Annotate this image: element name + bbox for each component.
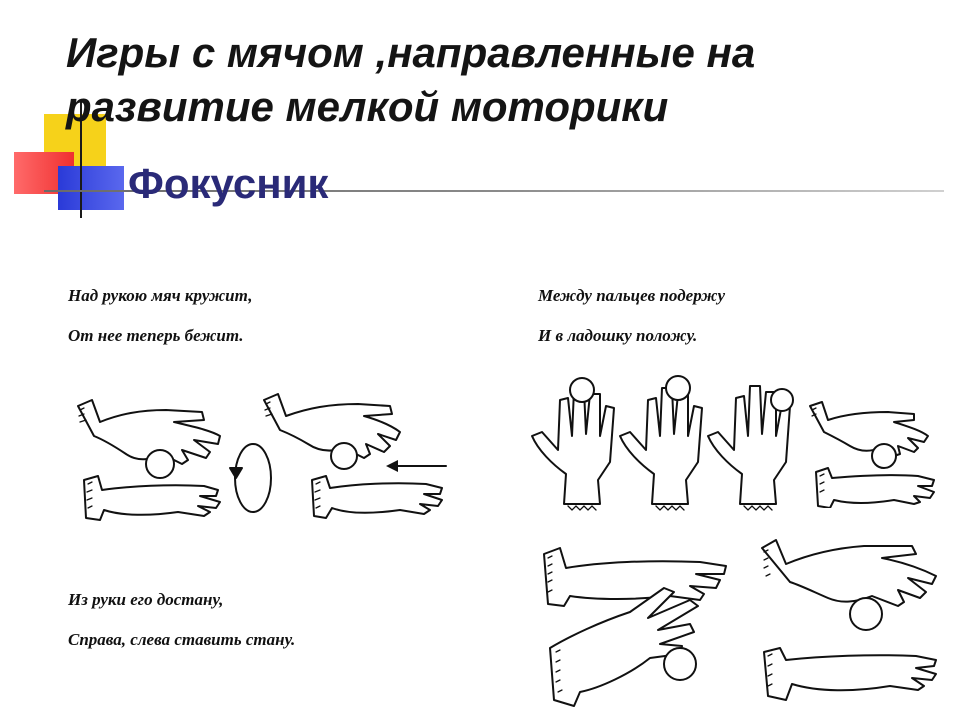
verse-3 — [68, 580, 295, 660]
hands-ball-into-palm-illustration — [806, 396, 942, 508]
slide-title: Игры с мячом ,направленные на развитие мелкой моторики — [66, 29, 756, 130]
slide-subtitle: Фокусник — [128, 160, 329, 207]
verse-1-line-1: Над рукою мяч кружит, — [68, 286, 253, 305]
hands-ball-above-palm-illustration — [70, 392, 230, 522]
verse-2-line-1: Между пальцев подержу — [538, 286, 725, 305]
verse-2 — [538, 276, 725, 356]
verse-3-line-2: Справа, слева ставить стану. — [68, 630, 296, 649]
hands-taking-ball-out-illustration — [540, 540, 740, 710]
hands-set-ball-right-left-illustration — [752, 532, 948, 708]
decor-blue-square — [58, 166, 124, 210]
verse-3-line-1: Из руки его достану, — [68, 590, 224, 609]
verse-1-line-2: От нее теперь бежит. — [68, 326, 244, 345]
verse-2-line-2: И в ладошку положу. — [538, 326, 698, 345]
open-palms-ball-between-fingers-illustration — [528, 370, 818, 520]
verse-1 — [68, 276, 253, 356]
hands-ball-moving-away-illustration — [260, 390, 450, 520]
